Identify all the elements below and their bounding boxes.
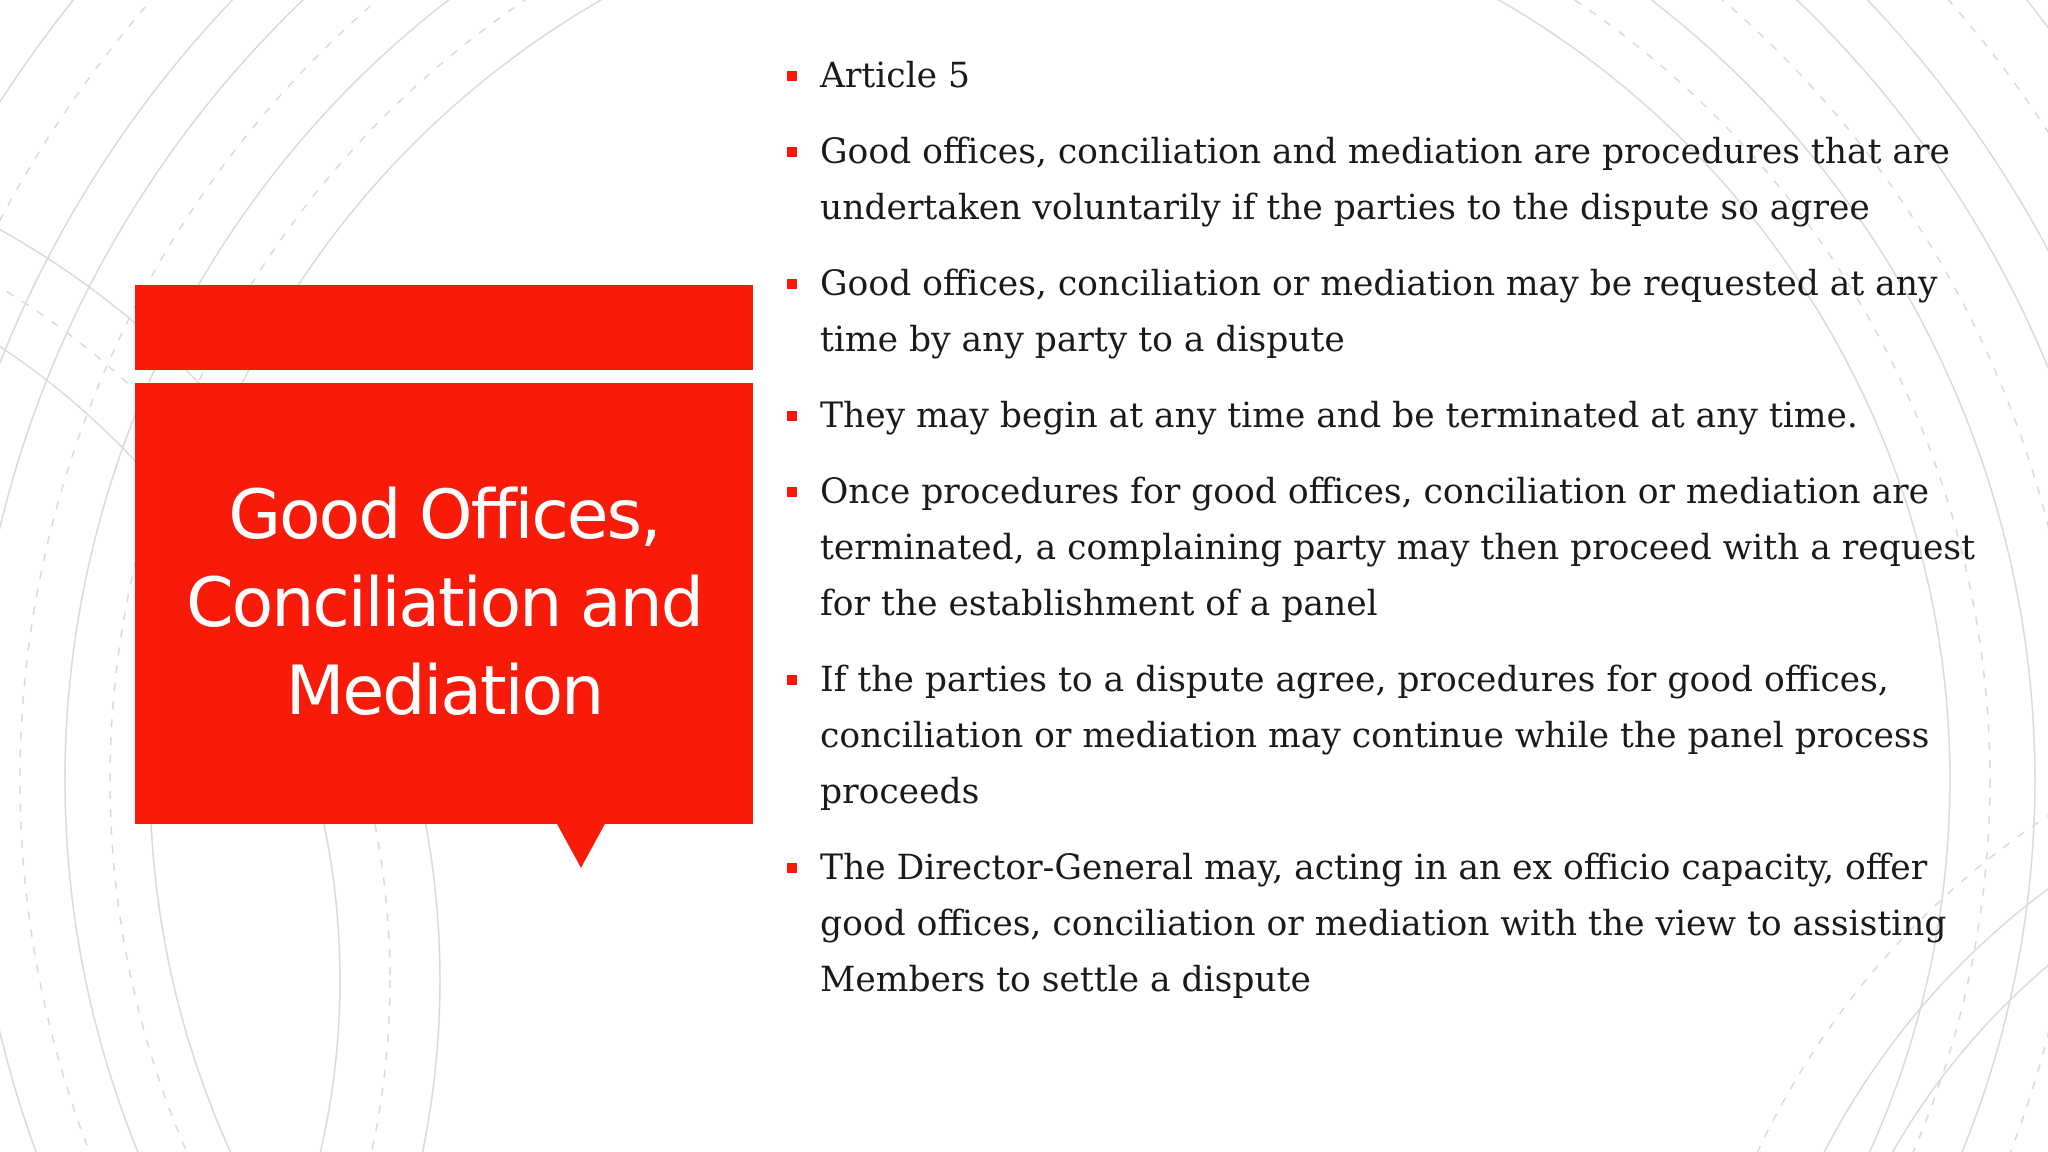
bullet-text: Good offices, conciliation or mediation may be requested at any time by any party to a dispute <box>820 264 1938 360</box>
bullet-text: If the parties to a dispute agree, procedures for good offices, conciliation or mediation may continue while the panel process proceeds <box>820 660 1930 812</box>
title-callout-box <box>135 383 753 824</box>
bullet-item <box>784 48 2004 104</box>
square-bullet-icon <box>787 675 797 685</box>
square-bullet-icon <box>787 863 797 873</box>
bullet-text: The Director-General may, acting in an ex officio capacity, offer good offices, conciliation or mediation with the view to assisting Members to settle a dispute <box>820 848 1947 1000</box>
bullet-list <box>784 48 2004 1028</box>
square-bullet-icon <box>787 487 797 497</box>
bullet-text: They may begin at any time and be terminated at any time. <box>820 396 1858 436</box>
title-accent-bar <box>135 285 753 370</box>
bullet-item <box>784 124 2004 236</box>
square-bullet-icon <box>787 147 797 157</box>
bullet-item <box>784 464 2004 632</box>
slide-title: Good Offices, Conciliation and Mediation <box>186 475 702 731</box>
bullet-item <box>784 840 2004 1008</box>
bullet-item <box>784 256 2004 368</box>
square-bullet-icon <box>787 279 797 289</box>
square-bullet-icon <box>787 71 797 81</box>
bullet-text: Article 5 <box>820 56 970 96</box>
bullet-item <box>784 652 2004 820</box>
bullet-text: Once procedures for good offices, conciliation or mediation are terminated, a complaining party may then proceed with a request for the establishment of a panel <box>820 472 1975 624</box>
square-bullet-icon <box>787 411 797 421</box>
bullet-item <box>784 388 2004 444</box>
bullet-text: Good offices, conciliation and mediation are procedures that are undertaken voluntarily if the parties to the dispute so agree <box>820 132 1950 228</box>
